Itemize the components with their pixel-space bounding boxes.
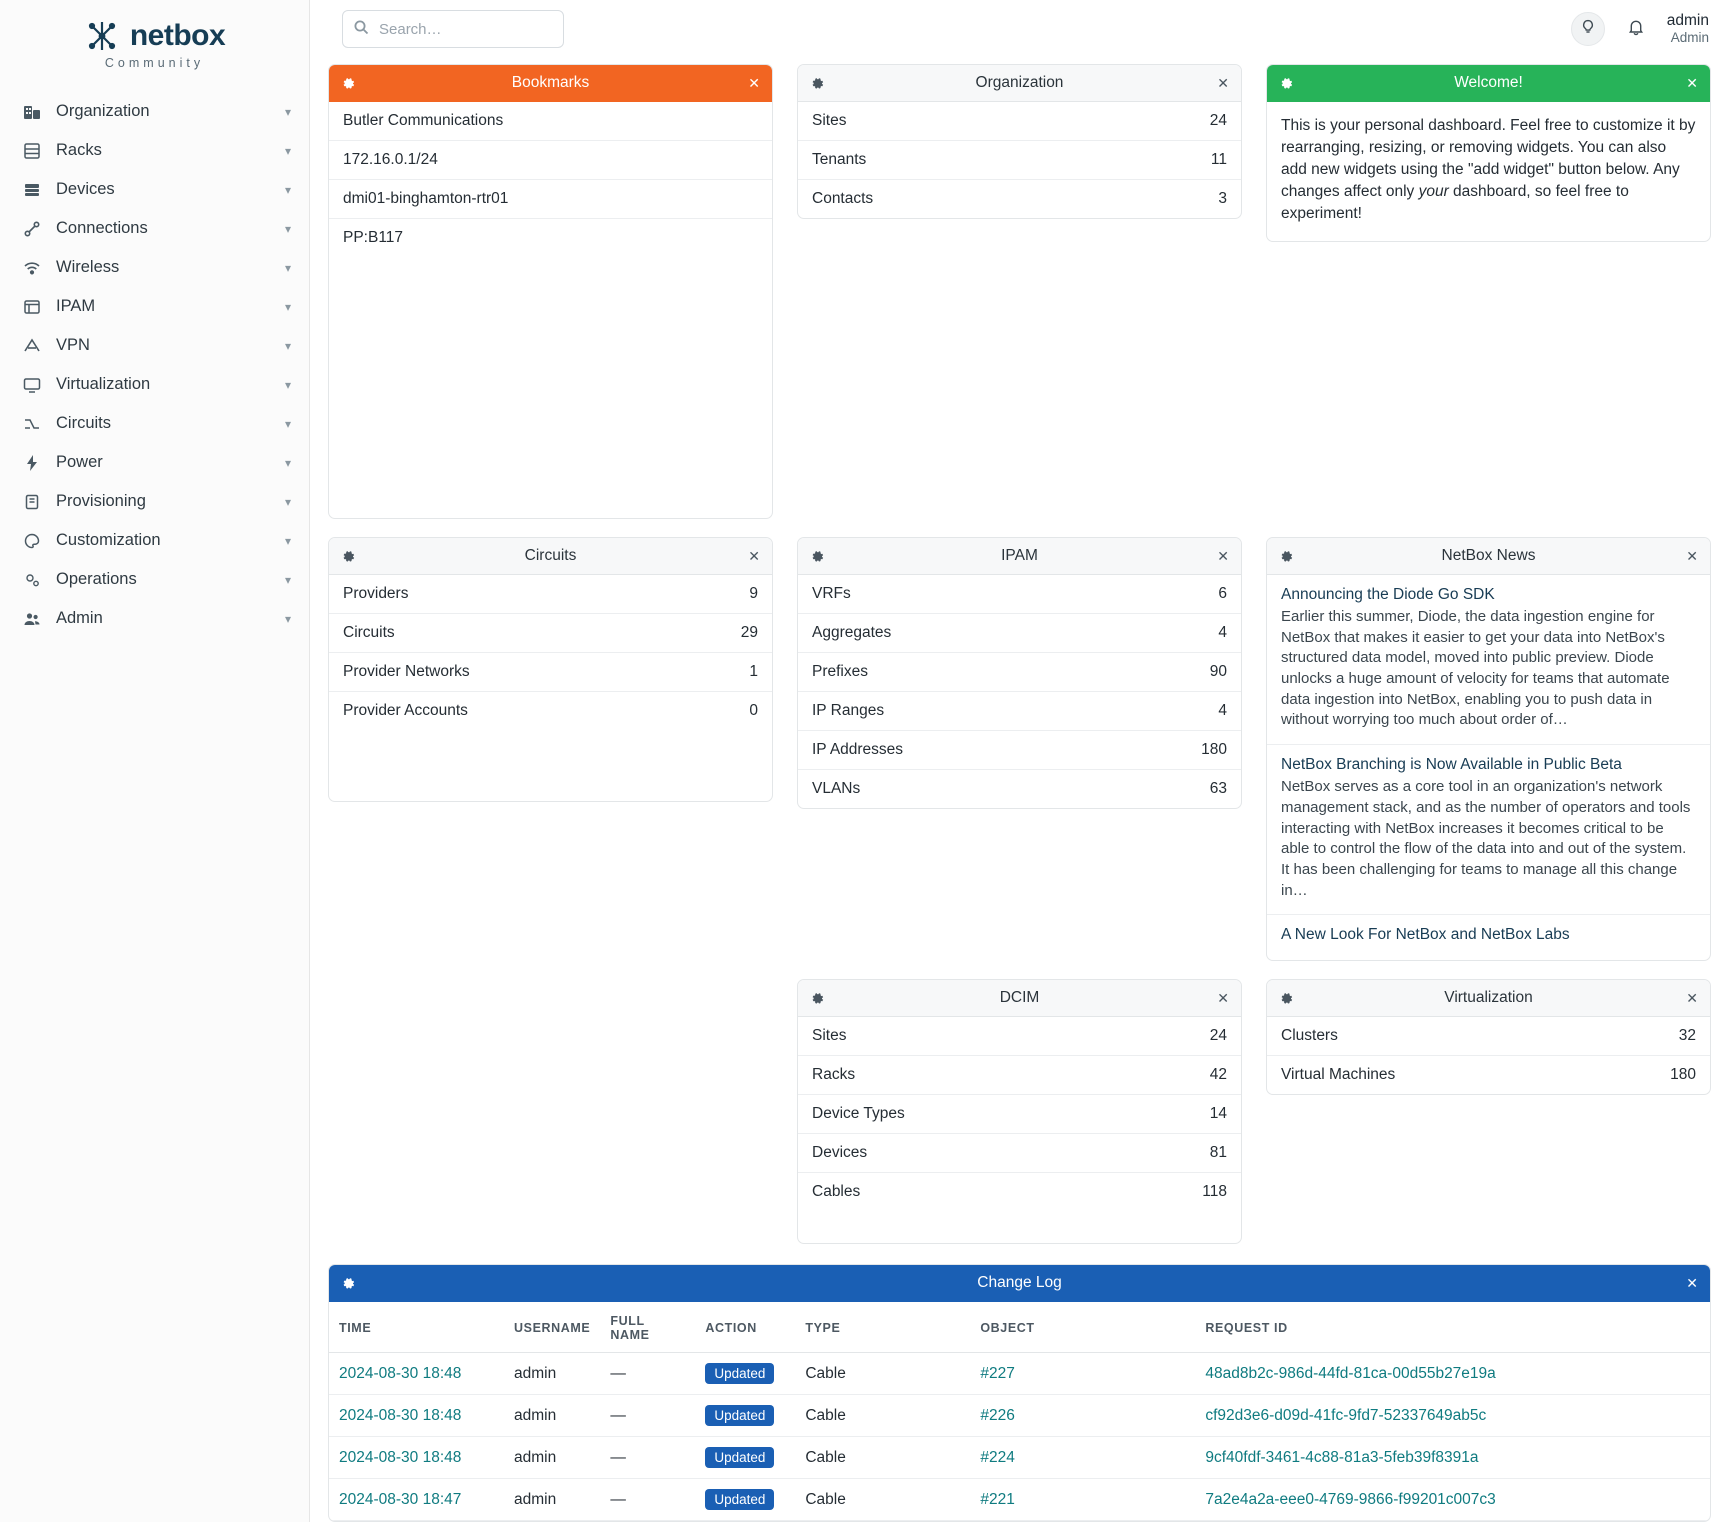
row-value: 11 (1210, 151, 1227, 168)
cell-action (695, 1353, 795, 1395)
widget-body (798, 575, 1241, 808)
sidebar-item-vpn[interactable] (0, 326, 309, 365)
cell-username: admin (504, 1479, 600, 1521)
gear-icon[interactable] (810, 549, 825, 564)
close-icon[interactable]: ✕ (748, 74, 760, 91)
cell-object[interactable]: #224 (970, 1437, 1195, 1479)
chevron-down-icon: ▾ (284, 455, 291, 470)
close-icon[interactable]: ✕ (748, 547, 760, 564)
row-value: 63 (1209, 780, 1227, 797)
table-row[interactable] (329, 1395, 1710, 1437)
row-label: Cables (812, 1183, 861, 1201)
list-item[interactable] (798, 1134, 1241, 1173)
cell-type: Cable (795, 1395, 970, 1437)
cell-action (695, 1437, 795, 1479)
welcome-text (1267, 102, 1710, 241)
row-label: Providers (343, 585, 409, 602)
cell-object[interactable]: #227 (970, 1353, 1195, 1395)
list-item[interactable] (798, 1095, 1241, 1134)
list-item[interactable] (798, 770, 1241, 808)
list-item (1267, 575, 1710, 745)
cell-time[interactable]: 2024-08-30 18:48 (329, 1395, 504, 1437)
news-summary: NetBox serves as a core tool in an organization's network management stack, and as the number of operators and tools interacting with NetBox increases it becomes critical to be able to control the flow of the data into and out of the system. It has been challenging for teams to manage all this change in… (1281, 778, 1691, 899)
status-badge: Updated (705, 1405, 774, 1426)
cell-object[interactable]: #221 (970, 1479, 1195, 1521)
column-header-time[interactable]: TIME (329, 1302, 504, 1353)
row-label: Aggregates (812, 624, 892, 641)
sidebar-item-devices[interactable] (0, 170, 309, 209)
list-item[interactable] (798, 141, 1241, 180)
chevron-down-icon: ▾ (284, 104, 291, 119)
list-item (1267, 915, 1710, 960)
notifications-button[interactable] (1621, 14, 1651, 44)
widget-title: Welcome! (1454, 74, 1523, 91)
row-label: VRFs (812, 585, 851, 602)
chevron-down-icon: ▾ (284, 377, 291, 392)
gear-icon[interactable] (810, 991, 825, 1006)
sidebar-item-label: Provisioning (56, 492, 146, 510)
welcome-text-part1: This is your personal dashboard. Feel free to customize it by rearranging, resizing, or removing widgets. You can also add new widgets using the "add widget" button below. Any changes affect only (1281, 117, 1696, 200)
search-icon (353, 19, 369, 39)
cell-type: Cable (795, 1353, 970, 1395)
widget-title: Virtualization (1444, 989, 1533, 1007)
bell-icon (1627, 18, 1645, 40)
list-item[interactable]: dmi01-binghamton-rtr01 (329, 180, 772, 219)
close-icon[interactable]: ✕ (1686, 74, 1698, 91)
ip-icon (22, 297, 42, 317)
list-item[interactable] (1267, 1056, 1710, 1094)
widget-body (1267, 1017, 1710, 1094)
cell-type: Cable (795, 1437, 970, 1479)
table-header (329, 1302, 1710, 1353)
column-header-action[interactable]: ACTION (695, 1302, 795, 1353)
chevron-down-icon: ▾ (284, 416, 291, 431)
sidebar-item-provisioning[interactable] (0, 482, 309, 521)
brand[interactable] (0, 8, 309, 88)
chevron-down-icon: ▾ (284, 143, 291, 158)
vpn-icon (22, 336, 42, 356)
widget-header (329, 538, 772, 575)
list-item[interactable] (798, 614, 1241, 653)
widget-circuits (328, 537, 773, 802)
row-value: 6 (1218, 585, 1227, 602)
sidebar-item-customization[interactable] (0, 521, 309, 560)
sidebar-item-label: IPAM (56, 297, 96, 315)
row-value: 24 (1209, 1027, 1227, 1045)
widget-header (1267, 65, 1710, 102)
close-icon[interactable]: ✕ (1217, 74, 1229, 91)
sidebar-item-label: Customization (56, 531, 161, 549)
cell-time[interactable]: 2024-08-30 18:48 (329, 1353, 504, 1395)
close-icon[interactable]: ✕ (1686, 547, 1698, 564)
widget-change-log (328, 1264, 1711, 1522)
row-label: Devices (812, 1144, 868, 1162)
row-label: VLANs (812, 780, 861, 797)
cell-object[interactable]: #226 (970, 1395, 1195, 1437)
row-label: Device Types (812, 1105, 905, 1123)
theme-toggle-button[interactable] (1571, 12, 1605, 46)
sidebar-item-label: Circuits (56, 414, 112, 432)
cell-username: admin (504, 1437, 600, 1479)
widget-title: Bookmarks (511, 74, 590, 91)
brand-subtitle: Community (104, 56, 205, 70)
close-icon[interactable]: ✕ (1686, 1274, 1698, 1291)
widget-header (329, 65, 772, 102)
widget-header (1267, 538, 1710, 575)
chevron-down-icon: ▾ (284, 338, 291, 353)
cell-time[interactable]: 2024-08-30 18:48 (329, 1437, 504, 1479)
close-icon[interactable]: ✕ (1217, 547, 1229, 564)
sidebar (0, 0, 310, 1522)
cell-request-id[interactable]: 7a2e4a2a-eee0-4769-9866-f99201c007c3 (1195, 1479, 1710, 1521)
row-value: 90 (1209, 663, 1227, 680)
widget-virtualization (1266, 979, 1711, 1095)
chevron-down-icon: ▾ (284, 299, 291, 314)
row-value: 180 (1201, 741, 1227, 758)
row-value: 4 (1218, 702, 1227, 719)
sidebar-item-virtualization[interactable] (0, 365, 309, 404)
cell-action (695, 1395, 795, 1437)
widget-dcim (797, 979, 1242, 1244)
user-role: Admin (1670, 30, 1709, 46)
status-badge: Updated (705, 1363, 774, 1384)
cell-full-name: — (600, 1395, 695, 1437)
widget-body (798, 102, 1241, 218)
row-value: 9 (749, 585, 758, 602)
row-value: 32 (1678, 1027, 1696, 1045)
people-icon (22, 609, 42, 629)
row-label: IP Addresses (812, 741, 904, 758)
row-value: 29 (740, 624, 758, 641)
cell-type: Cable (795, 1479, 970, 1521)
cell-action (695, 1479, 795, 1521)
widget-bookmarks (328, 64, 773, 519)
cell-full-name: — (600, 1479, 695, 1521)
monitor-icon (22, 375, 42, 395)
table-row[interactable] (329, 1353, 1710, 1395)
row-label: Sites (812, 1027, 847, 1045)
row-label: Provider Networks (343, 663, 470, 680)
table-row[interactable] (329, 1437, 1710, 1479)
row-label: Sites (812, 112, 847, 129)
widget-header (798, 65, 1241, 102)
row-value: 81 (1209, 1144, 1227, 1162)
chevron-down-icon: ▾ (284, 260, 291, 275)
sidebar-item-label: Devices (56, 180, 115, 198)
chevron-down-icon: ▾ (284, 611, 291, 626)
list-item[interactable]: 172.16.0.1/24 (329, 141, 772, 180)
row-value: 14 (1209, 1105, 1227, 1123)
dashboard-grid (310, 58, 1733, 1522)
row-value: 1 (749, 663, 758, 680)
brand-name: netbox (129, 19, 226, 52)
cell-time[interactable]: 2024-08-30 18:47 (329, 1479, 504, 1521)
table-body (329, 1353, 1710, 1521)
topbar (310, 0, 1733, 58)
server-icon (22, 180, 42, 200)
sidebar-item-admin[interactable] (0, 599, 309, 638)
list-item[interactable] (329, 575, 772, 614)
circuit-icon (22, 414, 42, 434)
widget-header (329, 1265, 1710, 1302)
widget-body (1267, 575, 1710, 960)
widget-header (798, 538, 1241, 575)
list-item[interactable] (798, 692, 1241, 731)
gear-icon[interactable] (810, 76, 825, 91)
row-label: Prefixes (812, 663, 868, 680)
gear-icon[interactable] (341, 76, 356, 91)
sidebar-item-label: Power (56, 453, 103, 471)
widget-title: Organization (975, 74, 1064, 91)
row-label: Circuits (343, 624, 395, 641)
sidebar-item-label: VPN (56, 336, 90, 354)
widget-title: DCIM (999, 989, 1040, 1007)
widget-title: Change Log (977, 1274, 1062, 1292)
widget-organization (797, 64, 1242, 219)
sidebar-item-operations[interactable] (0, 560, 309, 599)
row-label: IP Ranges (812, 702, 885, 719)
row-label: Provider Accounts (343, 702, 468, 719)
widget-title: NetBox News (1441, 547, 1536, 564)
power-icon (22, 453, 42, 473)
list-item (1267, 745, 1710, 915)
sidebar-nav (0, 88, 309, 658)
row-value: 24 (1209, 112, 1227, 129)
row-label: Tenants (812, 151, 867, 168)
cell-request-id[interactable]: 48ad8b2c-986d-44fd-81ca-00d55b27e19a (1195, 1353, 1710, 1395)
user-menu[interactable] (1667, 12, 1713, 45)
chevron-down-icon: ▾ (284, 572, 291, 587)
sidebar-item-wireless[interactable] (0, 248, 309, 287)
netbox-logo-icon (84, 18, 120, 54)
clipboard-icon (22, 492, 42, 512)
search-input[interactable] (342, 10, 564, 48)
row-value: 42 (1209, 1066, 1227, 1084)
chevron-down-icon: ▾ (284, 494, 291, 509)
list-item[interactable] (798, 1056, 1241, 1095)
widget-header (798, 980, 1241, 1017)
cell-request-id[interactable]: cf92d3e6-d09d-41fc-9fd7-52337649ab5c (1195, 1395, 1710, 1437)
chevron-down-icon: ▾ (284, 221, 291, 236)
sidebar-item-ipam[interactable] (0, 287, 309, 326)
widget-welcome (1266, 64, 1711, 242)
list-item[interactable] (1267, 1017, 1710, 1056)
list-item[interactable] (329, 614, 772, 653)
changelog-table (329, 1302, 1710, 1521)
list-item[interactable] (798, 102, 1241, 141)
table-row[interactable] (329, 1479, 1710, 1521)
widget-netbox-news (1266, 537, 1711, 961)
widget-title: Circuits (524, 547, 577, 564)
row-value: 180 (1670, 1066, 1696, 1084)
rack-icon (22, 141, 42, 161)
palette-icon (22, 531, 42, 551)
search-box[interactable] (342, 10, 564, 48)
sidebar-item-label: Organization (56, 102, 150, 120)
domain-icon (22, 102, 42, 122)
list-item[interactable] (798, 1173, 1241, 1211)
widget-ipam (797, 537, 1242, 809)
gear-icon[interactable] (341, 1276, 356, 1291)
connections-icon (22, 219, 42, 239)
column-header-type[interactable]: TYPE (795, 1302, 970, 1353)
sidebar-item-power[interactable] (0, 443, 309, 482)
sidebar-item-label: Connections (56, 219, 148, 237)
cell-username: admin (504, 1395, 600, 1437)
news-title[interactable]: A New Look For NetBox and NetBox Labs (1281, 926, 1570, 944)
close-icon[interactable]: ✕ (1686, 989, 1698, 1006)
widget-header (1267, 980, 1710, 1017)
list-item[interactable] (329, 653, 772, 692)
cell-full-name: — (600, 1353, 695, 1395)
row-label: Racks (812, 1066, 856, 1084)
gear-icon[interactable] (1279, 549, 1294, 564)
row-value: 3 (1218, 190, 1227, 207)
close-icon[interactable]: ✕ (1217, 989, 1229, 1006)
cogs-icon (22, 570, 42, 590)
widget-body (329, 575, 772, 730)
sidebar-item-label: Racks (56, 141, 102, 159)
sidebar-item-label: Virtualization (56, 375, 151, 393)
list-item[interactable] (798, 180, 1241, 218)
main-area (310, 0, 1733, 1522)
list-item[interactable] (798, 731, 1241, 770)
column-header-object[interactable]: OBJECT (970, 1302, 1195, 1353)
status-badge: Updated (705, 1489, 774, 1510)
sidebar-item-label: Admin (56, 609, 103, 627)
row-label: Virtual Machines (1281, 1066, 1396, 1084)
widget-body (329, 1302, 1710, 1521)
gear-icon[interactable] (341, 549, 356, 564)
column-header-full-name[interactable]: FULL NAME (600, 1302, 695, 1353)
list-item[interactable] (798, 575, 1241, 614)
list-item[interactable] (798, 653, 1241, 692)
column-header-username[interactable]: USERNAME (504, 1302, 600, 1353)
list-item[interactable] (798, 1017, 1241, 1056)
gear-icon[interactable] (1279, 76, 1294, 91)
widget-title: IPAM (1001, 547, 1038, 564)
table-header-row (329, 1302, 1710, 1353)
widget-body (798, 1017, 1241, 1211)
row-value: 0 (749, 702, 758, 719)
news-title[interactable]: Announcing the Diode Go SDK (1281, 586, 1495, 603)
cell-username: admin (504, 1353, 600, 1395)
widget-body (329, 102, 772, 257)
wifi-icon (22, 258, 42, 278)
welcome-text-part2: dashboard, so feel free to experiment! (1281, 183, 1629, 222)
sidebar-item-label: Wireless (56, 258, 120, 276)
list-item[interactable] (329, 692, 772, 730)
sidebar-item-circuits[interactable] (0, 404, 309, 443)
sidebar-item-label: Operations (56, 570, 137, 588)
cell-request-id[interactable]: 9cf40fdf-3461-4c88-81a3-5feb39f8391a (1195, 1437, 1710, 1479)
sidebar-item-connections[interactable] (0, 209, 309, 248)
row-label: Clusters (1281, 1027, 1338, 1045)
status-badge: Updated (705, 1447, 774, 1468)
column-header-request-id[interactable]: REQUEST ID (1195, 1302, 1710, 1353)
sidebar-item-organization[interactable] (0, 92, 309, 131)
chevron-down-icon: ▾ (284, 533, 291, 548)
sidebar-item-racks[interactable] (0, 131, 309, 170)
news-title[interactable]: NetBox Branching is Now Available in Public Beta (1281, 756, 1622, 774)
chevron-down-icon: ▾ (284, 182, 291, 197)
news-summary: Earlier this summer, Diode, the data ingestion engine for NetBox that makes it easier to get your data into NetBox's structured data model, moved into public preview. Diode unlocks a huge amount of velocity for teams that automate data ingestion into NetBox, enabling you to push data in without worrying too much about order of… (1281, 608, 1670, 729)
user-name: admin (1666, 12, 1709, 30)
gear-icon[interactable] (1279, 991, 1294, 1006)
row-value: 118 (1202, 1183, 1227, 1201)
row-value: 4 (1218, 624, 1227, 641)
lightbulb-icon (1580, 19, 1596, 39)
cell-full-name: — (600, 1437, 695, 1479)
row-label: Contacts (812, 190, 874, 207)
welcome-text-emphasis: your (1418, 183, 1449, 200)
list-item[interactable]: Butler Communications (329, 102, 772, 141)
list-item[interactable]: PP:B117 (343, 229, 404, 246)
